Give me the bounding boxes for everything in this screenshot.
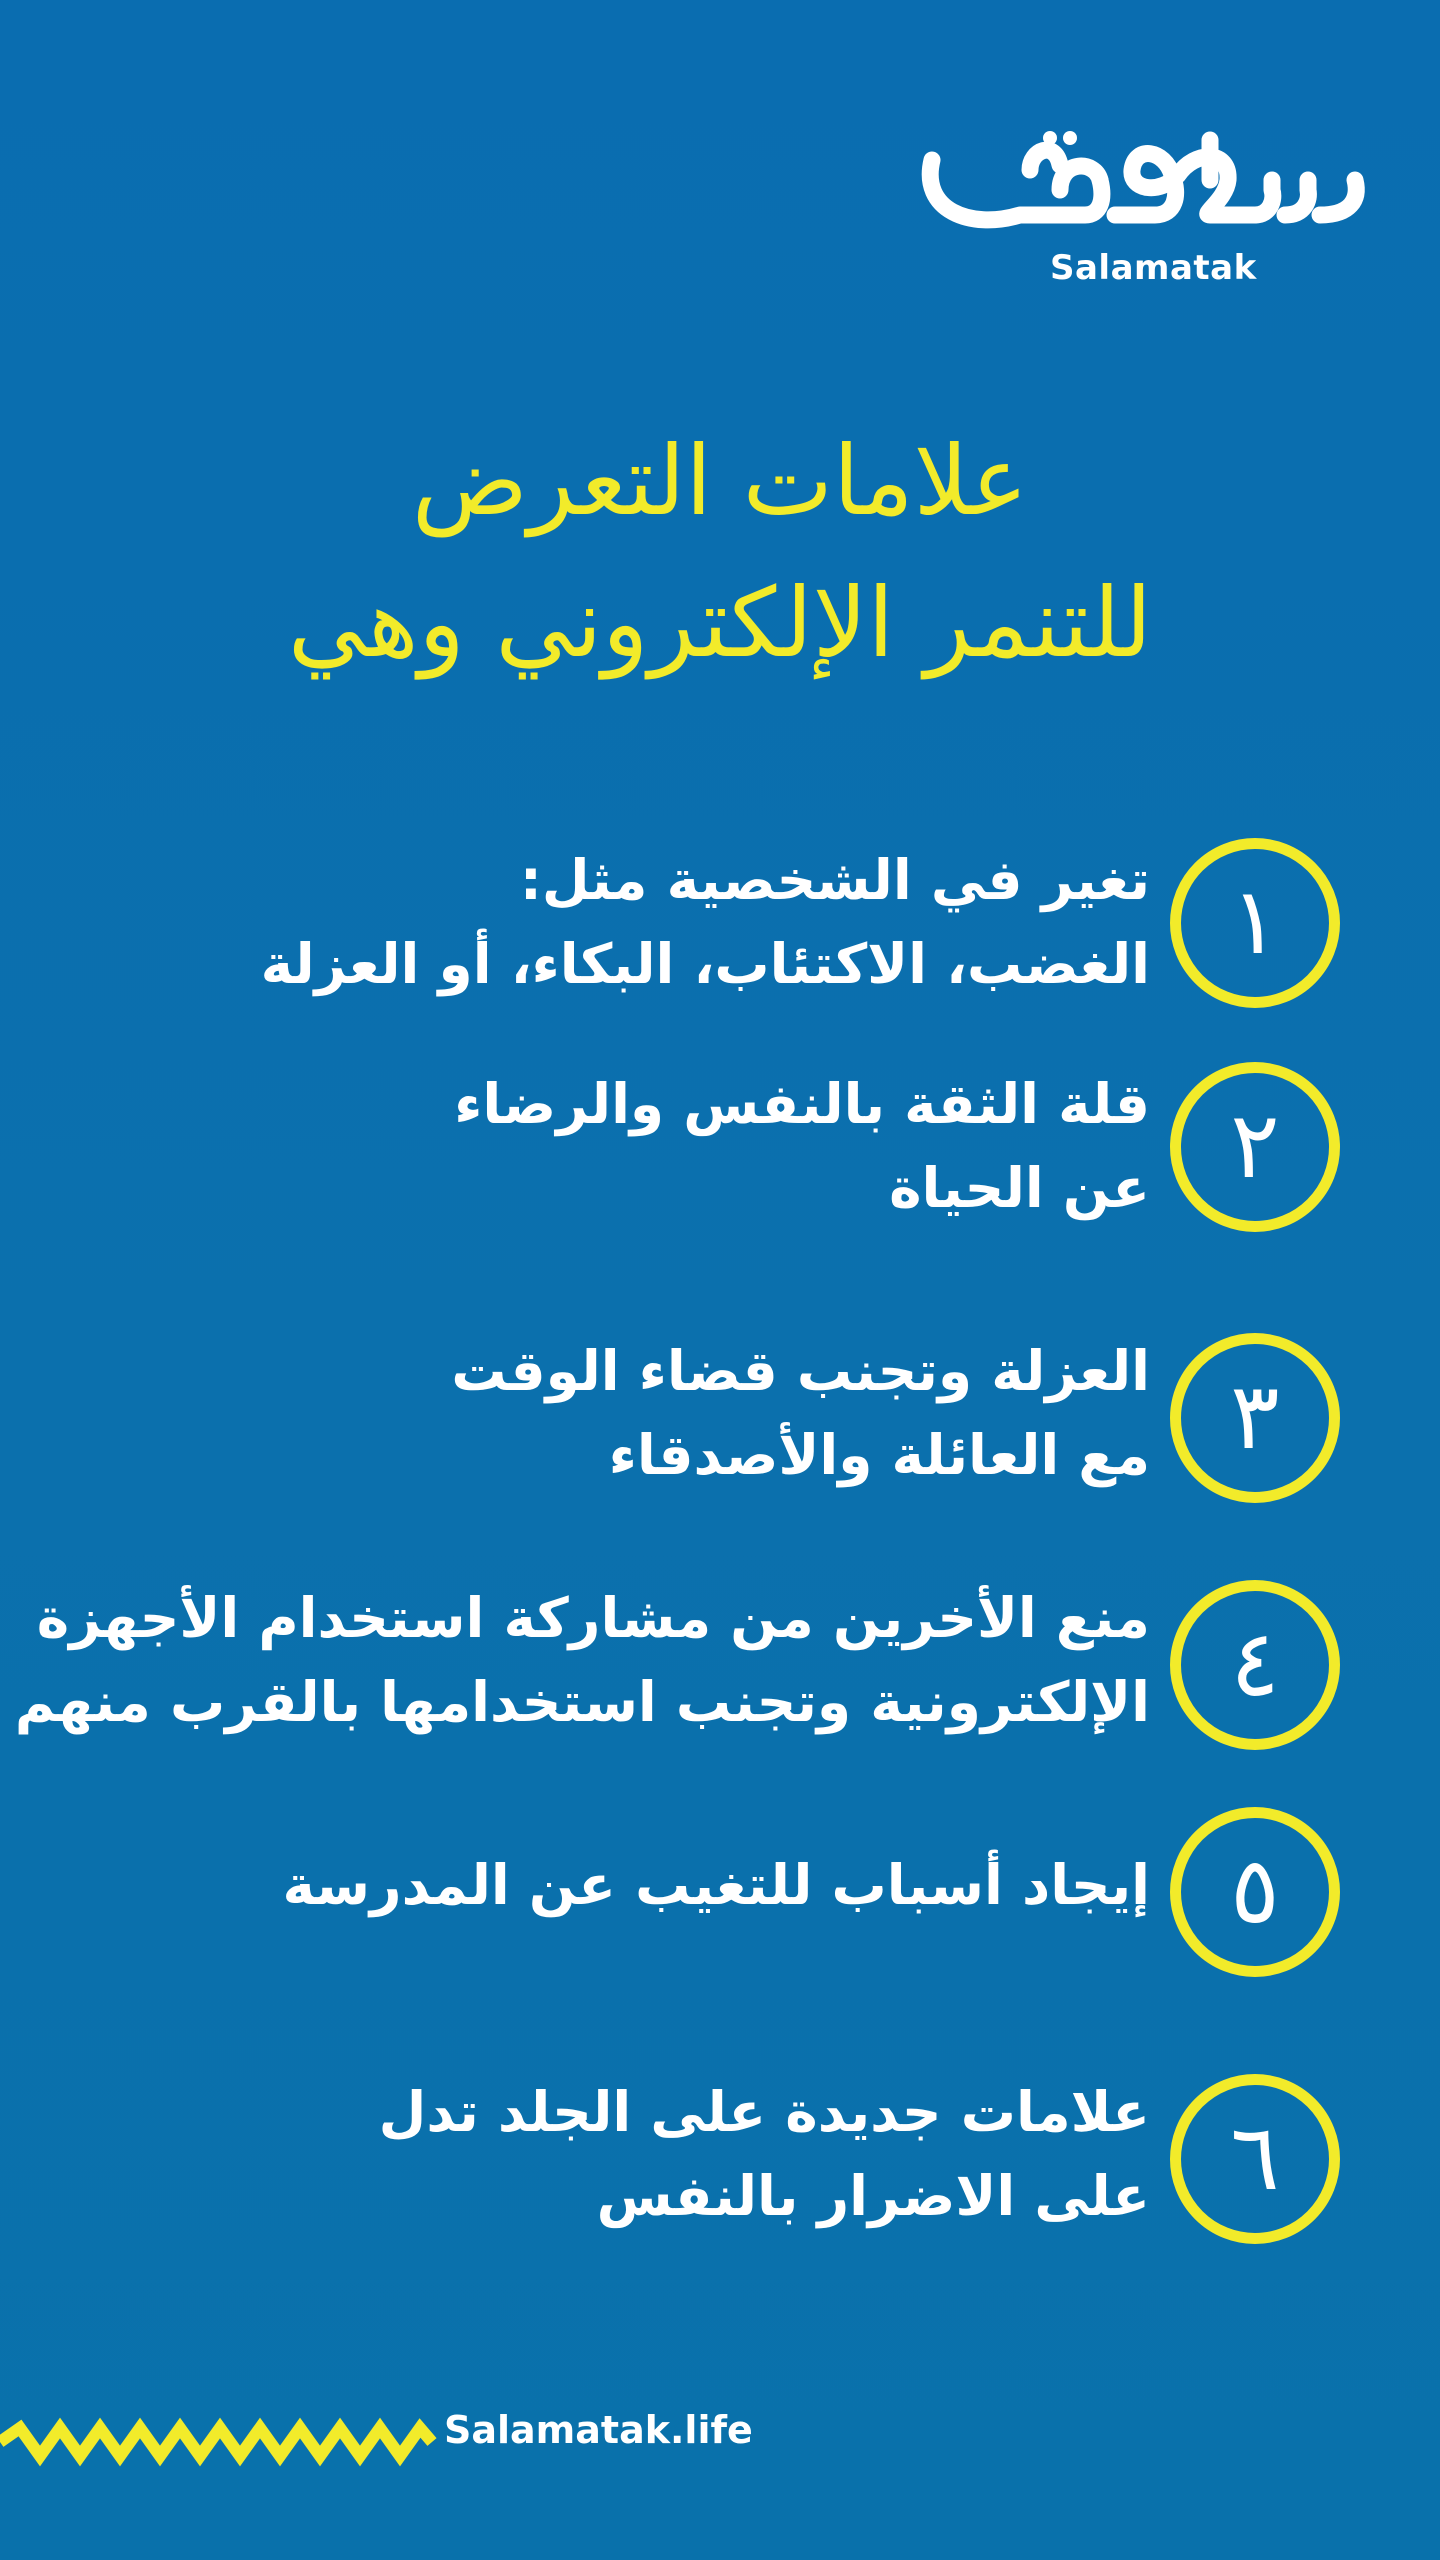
sign-2-line-2: عن الحياة — [889, 1156, 1150, 1220]
title-line-1: علامات التعرض — [411, 425, 1029, 537]
sign-text-1 — [40, 838, 1150, 1006]
sign-1-line-1: تغير في الشخصية مثل: — [519, 848, 1150, 912]
salamatak-calligraphy-logo-icon — [910, 120, 1370, 250]
sign-4-line-2: الإلكترونية وتجنب استخدامها بالقرب منهم — [14, 1670, 1150, 1734]
sign-text-6 — [40, 2070, 1150, 2238]
sign-item-5 — [40, 1807, 1340, 1987]
number-circle-4: ٤ — [1170, 1580, 1340, 1750]
website-link[interactable]: Salamatak.life — [444, 2408, 753, 2452]
brand-logo — [910, 120, 1370, 300]
sign-text-2 — [40, 1062, 1150, 1230]
sign-text-4 — [14, 1576, 1150, 1744]
sign-1-line-2: الغضب، الاكتئاب، البكاء، أو العزلة — [260, 932, 1150, 996]
sign-4-line-1: منع الأخرين من مشاركة استخدام الأجهزة — [36, 1586, 1150, 1650]
sign-item-4 — [14, 1580, 1340, 1760]
number-circle-3: ٣ — [1170, 1333, 1340, 1503]
number-circle-2: ٢ — [1170, 1062, 1340, 1232]
sign-text-3 — [40, 1329, 1150, 1497]
sign-6-line-1: علامات جديدة على الجلد تدل — [378, 2080, 1150, 2144]
sign-3-line-1: العزلة وتجنب قضاء الوقت — [451, 1339, 1150, 1403]
sign-2-line-1: قلة الثقة بالنفس والرضاء — [454, 1072, 1150, 1136]
sign-item-2 — [40, 1062, 1340, 1242]
sign-5-line-1: إيجاد أسباب للتغيب عن المدرسة — [282, 1853, 1150, 1917]
sign-item-3 — [40, 1333, 1340, 1513]
number-circle-6: ٦ — [1170, 2074, 1340, 2244]
sign-text-5 — [40, 1843, 1150, 1927]
title-line-2: للتنمر الإلكتروني وهي — [287, 567, 1153, 679]
sign-3-line-2: مع العائلة والأصدقاء — [608, 1423, 1150, 1487]
page-title — [120, 410, 1320, 694]
brand-name-latin: Salamatak — [1050, 248, 1257, 288]
sign-item-1 — [40, 838, 1340, 1018]
sign-item-6 — [40, 2074, 1340, 2254]
sign-6-line-2: على الاضرار بالنفس — [596, 2164, 1150, 2228]
number-circle-1: ١ — [1170, 838, 1340, 1008]
number-circle-5: ٥ — [1170, 1807, 1340, 1977]
zigzag-decoration-icon — [0, 2412, 440, 2472]
